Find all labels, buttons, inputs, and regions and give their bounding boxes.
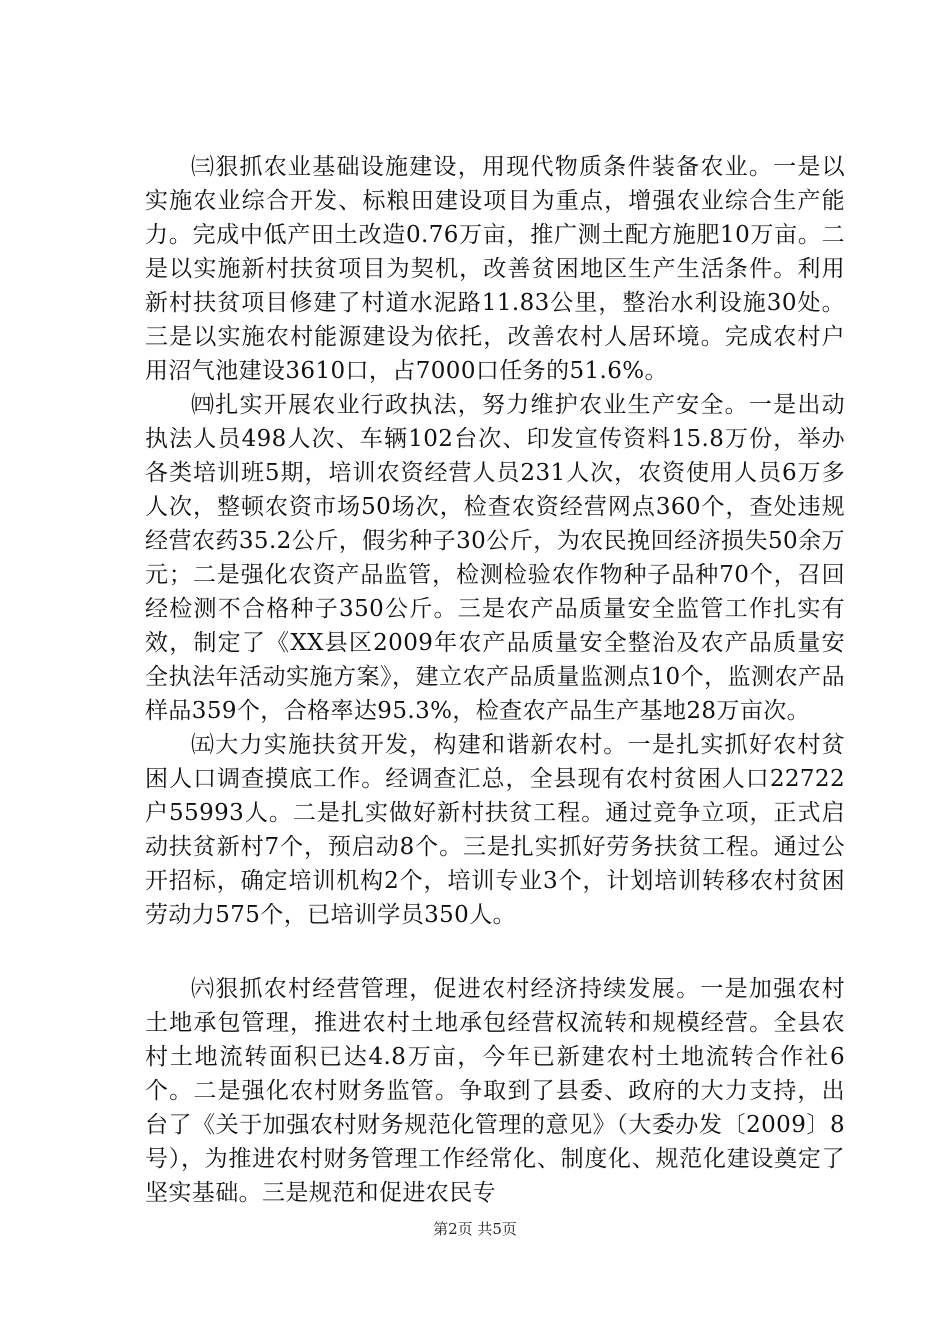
paragraph-6: ㈥狠抓农村经营管理，促进农村经济持续发展。一是加强农村土地承包管理，推进农村土地承包经营权流转和规模经营。全县农村土地流转面积已达4.8万亩，今年已新建农村土地流转合作社6个。二是强化农村财务监管。争取到了县委、政府的大力支持，出台了《关于加强农村财务规范化管理的意见》（大委办发〔2009〕8号），为推进农村财务管理工作经常化、制度化、规范化建设奠定了坚实基础。三是规范和促进农民专 <box>145 976 845 1206</box>
paragraph-gap <box>145 932 845 972</box>
paragraph-5: ㈤大力实施扶贫开发，构建和谐新农村。一是扎实抓好农村贫困人口调查摸底工作。经调查汇总，全县现有农村贫困人口22722户55993人。二是扎实做好新村扶贫工程。通过竞争立项，正式启动扶贫新村7个，预启动8个。三是扎实抓好劳务扶贫工程。通过公开招标，确定培训机构2个，培训专业3个，计划培训转移农村贫困劳动力575个，已培训学员350人。 <box>145 732 845 928</box>
paragraph-3: ㈢狠抓农业基础设施建设，用现代物质条件装备农业。一是以实施农业综合开发、标粮田建设项目为重点，增强农业综合生产能力。完成中低产田土改造0.76万亩，推广测土配方施肥10万亩。二是以实施新村扶贫项目为契机，改善贫困地区生产生活条件。利用新村扶贫项目修建了村道水泥路11.83公里，整治水利设施30处。三是以实施农村能源建设为依托，改善农村人居环境。完成农村户用沼气池建设3610口，占7000口任务的51.6%。 <box>145 154 845 384</box>
paragraph-4: ㈣扎实开展农业行政执法，努力维护农业生产安全。一是出动执法人员498人次、车辆102台次、印发宣传资料15.8万份，举办各类培训班5期，培训农资经营人员231人次，农资使用人员6万多人次，整顿农资市场50场次，检查农资经营网点360个，查处违规经营农药35.2公斤，假劣种子30公斤，为农民挽回经济损失50余万元；二是强化农资产品监管，检测检验农作物种子品种70个，召回经检测不合格种子350公斤。三是农产品质量安全监管工作扎实有效，制定了《XX县区2009年农产品质量安全整治及农产品质量安全执法年活动实施方案》，建立农产品质量监测点10个，监测农产品样品359个，合格率达95.3%，检查农产品生产基地28万亩次。 <box>145 392 845 724</box>
document-body <box>145 150 845 1210</box>
page-footer: 第2页 共5页 <box>433 1220 517 1238</box>
